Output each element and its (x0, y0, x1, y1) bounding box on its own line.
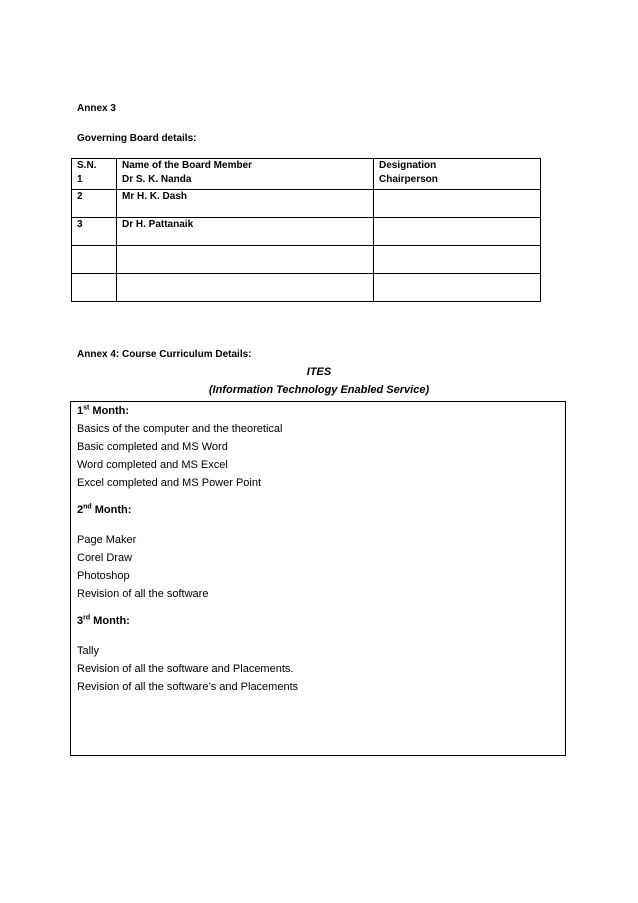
month-1-item: Excel completed and MS Power Point (77, 477, 262, 489)
month-2-item: Page Maker (77, 534, 137, 546)
month-1-item: Basic completed and MS Word (77, 441, 228, 453)
month-2-heading (77, 504, 131, 516)
header-sn: S.N. (72, 159, 117, 174)
month-3-item: Revision of all the software and Placements. (77, 663, 294, 675)
governing-board-heading: Governing Board details: (77, 133, 197, 144)
month-2-suffix: nd (83, 503, 92, 511)
month-3-number: 3 (77, 615, 84, 627)
month-1-item: Word completed and MS Excel (77, 459, 228, 471)
month-2-label: Month: (91, 504, 132, 516)
month-1-heading (77, 405, 129, 417)
table-row (72, 218, 541, 246)
table-cell: Dr H. Pattanaik (117, 218, 374, 246)
table-cell (374, 274, 541, 302)
annex3-title: Annex 3 (77, 103, 116, 114)
table-cell: 3 (72, 218, 117, 246)
header-name: Name of the Board Member (117, 159, 374, 174)
month-2-item: Revision of all the software (77, 588, 209, 600)
table-cell (374, 218, 541, 246)
month-1-suffix: st (83, 404, 90, 412)
course-full-name: (Information Technology Enabled Service) (208, 384, 430, 396)
header-designation: Designation (374, 159, 541, 174)
table-cell (72, 274, 117, 302)
month-3-label: Month: (90, 615, 130, 627)
curriculum-box (70, 401, 566, 756)
month-1-item: Basics of the computer and the theoretical (77, 423, 283, 435)
table-row (72, 246, 541, 274)
table-cell: Chairperson (374, 173, 541, 190)
governing-board-table (71, 158, 541, 302)
table-cell: 2 (72, 190, 117, 218)
month-3-item: Tally (77, 645, 100, 657)
table-cell (374, 246, 541, 274)
month-1-number: 1 (77, 405, 84, 417)
table-cell (72, 246, 117, 274)
table-row (72, 173, 541, 190)
month-2-item: Photoshop (77, 570, 130, 582)
course-name: ITES (306, 366, 332, 378)
month-1-label: Month: (89, 405, 130, 417)
month-2-number: 2 (77, 504, 84, 516)
table-row (72, 274, 541, 302)
month-3-heading (77, 615, 130, 627)
table-cell (117, 246, 374, 274)
table-cell: 1 (72, 173, 117, 190)
annex4-title: Annex 4: Course Curriculum Details: (77, 349, 252, 360)
month-3-suffix: rd (83, 614, 91, 622)
table-header-row (72, 159, 541, 174)
table-cell (117, 274, 374, 302)
table-cell: Mr H. K. Dash (117, 190, 374, 218)
table-cell (374, 190, 541, 218)
table-row (72, 190, 541, 218)
table-cell: Dr S. K. Nanda (117, 173, 374, 190)
month-2-item: Corel Draw (77, 552, 133, 564)
month-3-item: Revision of all the software’s and Placements (77, 681, 299, 693)
